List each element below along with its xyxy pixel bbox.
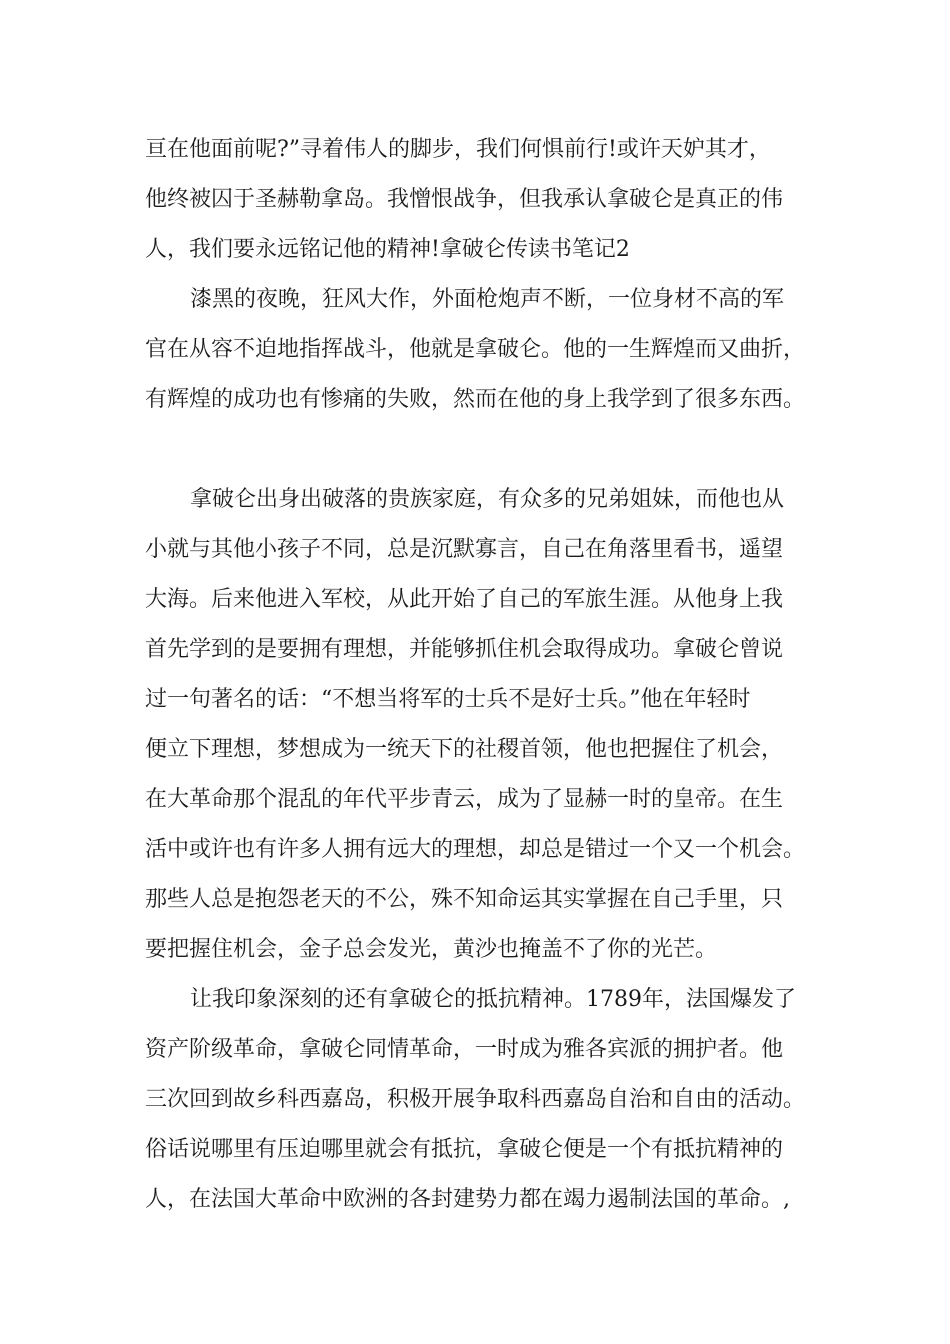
text-line: 活中或许也有许多人拥有远大的理想，却总是错过一个又一个机会。 bbox=[145, 837, 806, 862]
text-line: 大海。后来他进入军校，从此开始了自己的军旅生涯。从他身上我 bbox=[145, 587, 784, 612]
text-line: 有辉煌的成功也有惨痛的失败，然而在他的身上我学到了很多东西。 bbox=[145, 387, 806, 412]
text-line: 三次回到故乡科西嘉岛，积极开展争取科西嘉岛自治和自由的活动。 bbox=[145, 1087, 806, 1112]
paragraph-first-line: 拿破仑出身出破落的贵族家庭，有众多的兄弟姐妹，而他也从 bbox=[190, 487, 785, 512]
text-line: 资产阶级革命，拿破仑同情革命，一时成为雅各宾派的拥护者。他 bbox=[145, 1037, 784, 1062]
text-line: 亘在他面前呢?”寻着伟人的脚步，我们何惧前行!或许天妒其才， bbox=[145, 137, 771, 162]
text-line: 那些人总是抱怨老天的不公，殊不知命运其实掌握在自己手里，只 bbox=[145, 887, 784, 912]
text-line: 便立下理想，梦想成为一统天下的社稷首领，他也把握住了机会， bbox=[145, 737, 784, 762]
text-line: 人，在法国大革命中欧洲的各封建势力都在竭力遏制法国的革命。, bbox=[145, 1187, 790, 1212]
text-line: 官在从容不迫地指挥战斗，他就是拿破仑。他的一生辉煌而又曲折， bbox=[145, 337, 806, 362]
paragraph-first-line: 漆黑的夜晚，狂风大作，外面枪炮声不断，一位身材不高的军 bbox=[190, 287, 785, 312]
text-line: 过一句著名的话：“不想当将军的士兵不是好士兵。”他在年轻时 bbox=[145, 687, 751, 712]
text-line: 在大革命那个混乱的年代平步青云，成为了显赫一时的皇帝。在生 bbox=[145, 787, 784, 812]
text-line: 首先学到的是要拥有理想，并能够抓住机会取得成功。拿破仑曾说 bbox=[145, 637, 784, 662]
text-line: 小就与其他小孩子不同，总是沉默寡言，自己在角落里看书，遥望 bbox=[145, 537, 784, 562]
text-line: 俗话说哪里有压迫哪里就会有抵抗，拿破仑便是一个有抵抗精神的 bbox=[145, 1137, 784, 1162]
text-line: 人，我们要永远铭记他的精神!拿破仑传读书笔记2 bbox=[145, 237, 630, 262]
paragraph-first-line: 让我印象深刻的还有拿破仑的抵抗精神。1789年，法国爆发了 bbox=[190, 987, 796, 1012]
text-line: 他终被囚于圣赫勒拿岛。我憎恨战争，但我承认拿破仑是真正的伟 bbox=[145, 187, 784, 212]
text-line: 要把握住机会，金子总会发光，黄沙也掩盖不了你的光芒。 bbox=[145, 937, 718, 962]
